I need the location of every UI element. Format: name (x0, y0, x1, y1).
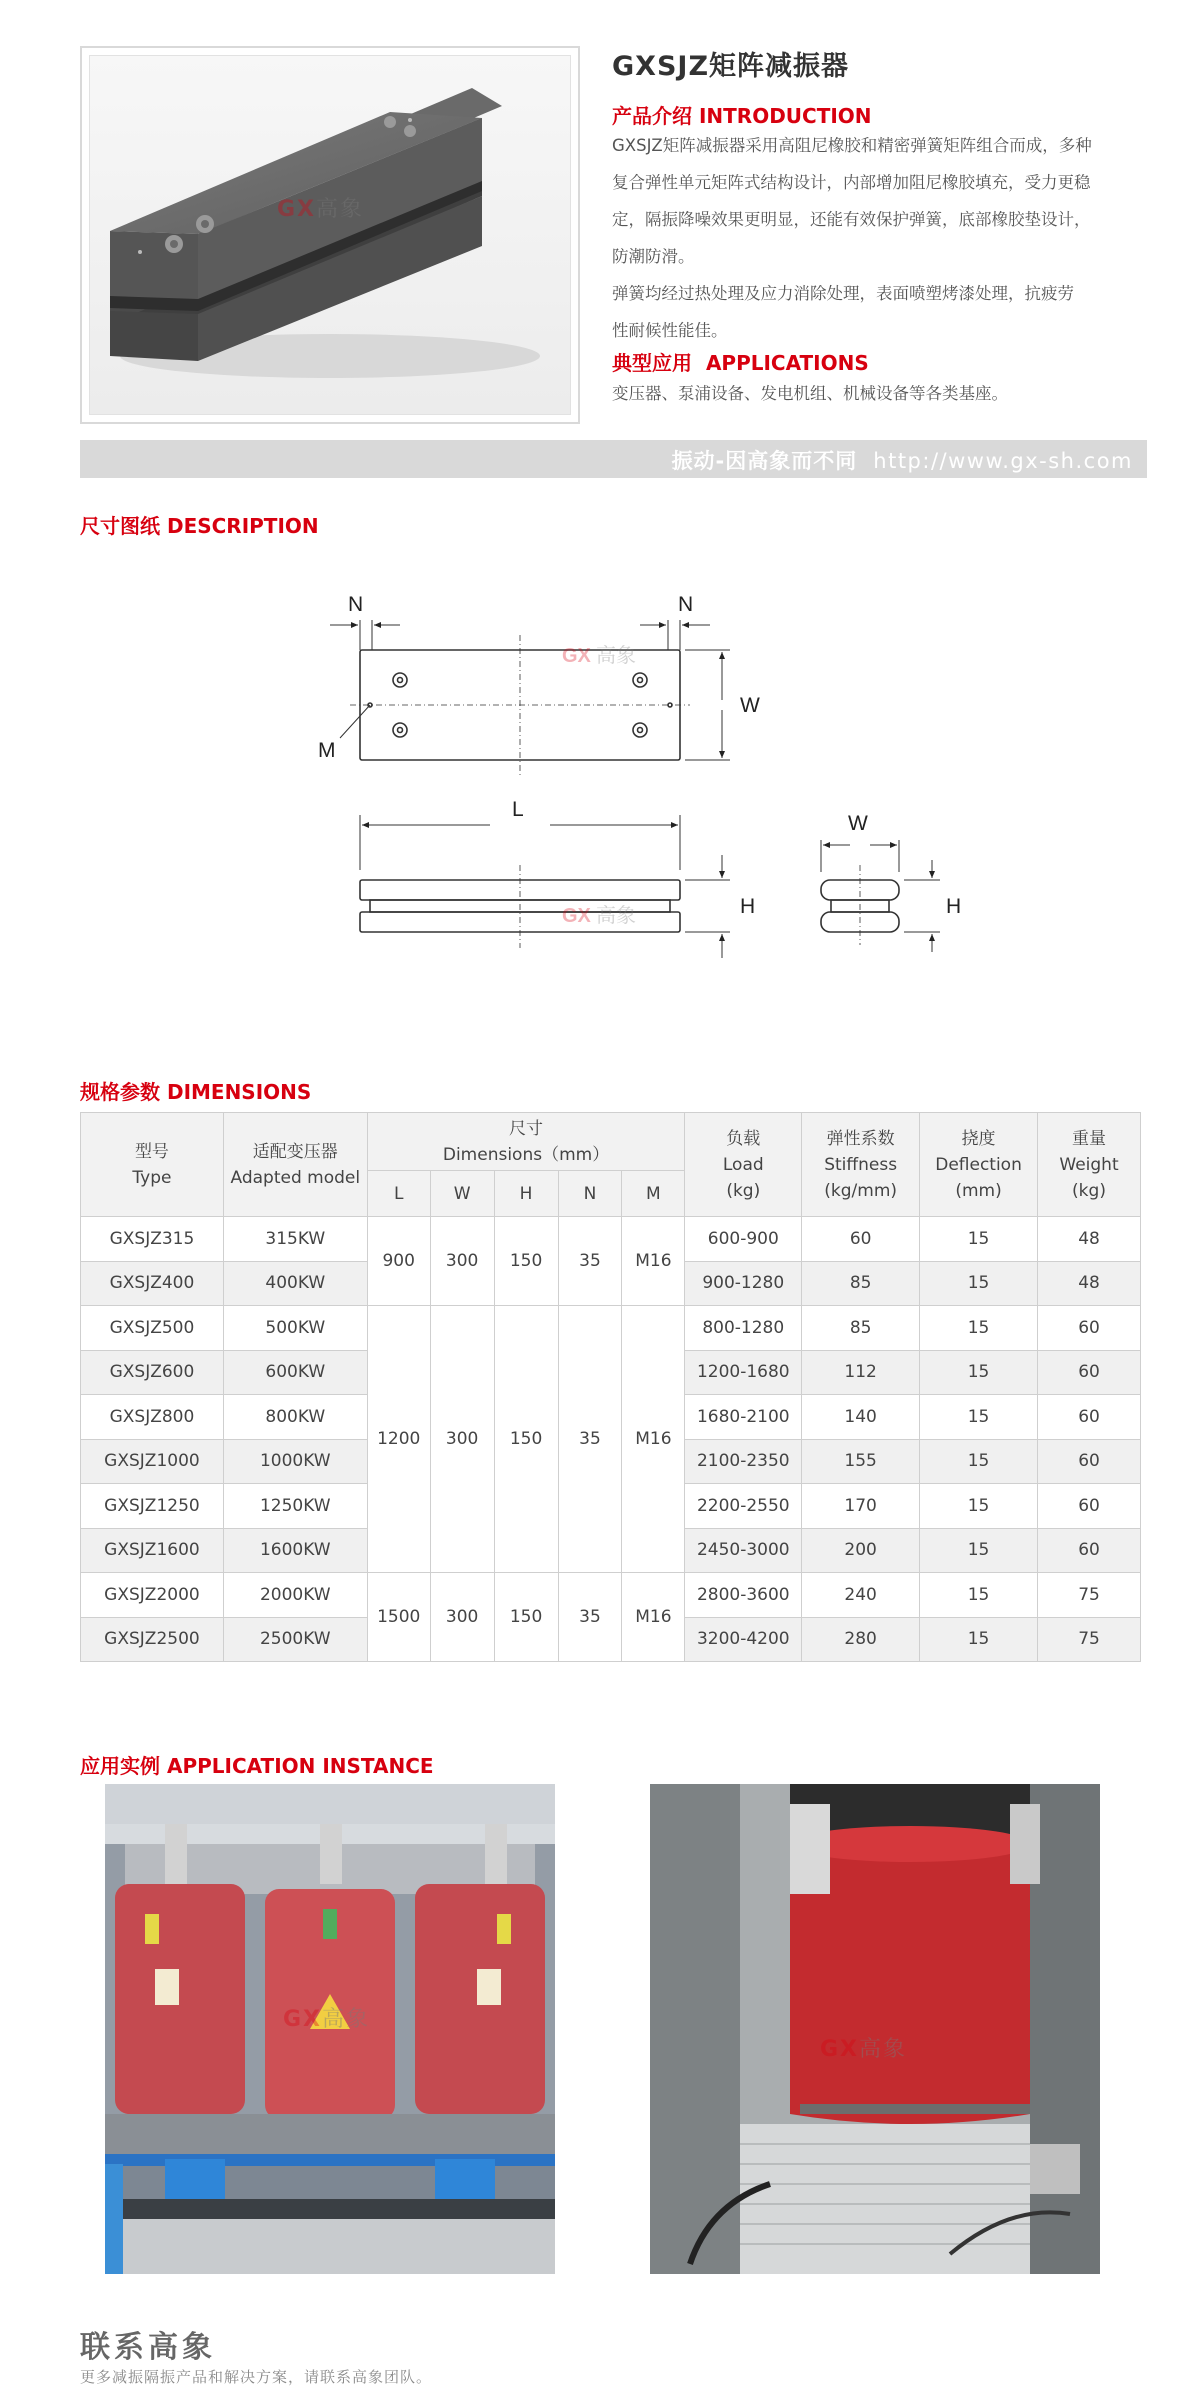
table-cell: GXSJZ2000 (81, 1573, 224, 1618)
drawing-watermark-side: GX (562, 905, 591, 927)
website-link[interactable]: http://www.gx-sh.com (873, 449, 1133, 473)
table-row (81, 1573, 1141, 1618)
table-cell: 60 (1038, 1306, 1141, 1351)
table-cell: 48 (1038, 1217, 1141, 1262)
table-cell: 300 (430, 1306, 494, 1573)
product-image (89, 55, 571, 415)
table-cell: 2000KW (223, 1573, 367, 1618)
table-cell: M16 (622, 1217, 685, 1306)
table-cell: 85 (802, 1306, 920, 1351)
table-cell: 600KW (223, 1350, 367, 1395)
contact-subtitle: 更多减振隔振产品和解决方案，请联系高象团队。 (80, 2368, 433, 2386)
table-cell: 1200-1680 (685, 1350, 802, 1395)
table-cell: GXSJZ2500 (81, 1617, 224, 1662)
table-cell: 15 (920, 1350, 1038, 1395)
table-cell: 2500KW (223, 1617, 367, 1662)
table-cell: 1500 (367, 1573, 430, 1662)
table-cell: 155 (802, 1439, 920, 1484)
table-cell: 85 (802, 1261, 920, 1306)
photo-watermark: GX高象 (820, 2037, 908, 2062)
table-cell: 1250KW (223, 1484, 367, 1529)
dimensions-table (80, 1112, 1141, 1662)
table-cell: 15 (920, 1528, 1038, 1573)
drawing-watermark-top-name: 高象 (596, 645, 636, 667)
label-w-top: W (740, 694, 760, 717)
table-cell: GXSJZ1250 (81, 1484, 224, 1529)
table-cell: 15 (920, 1617, 1038, 1662)
application-photo-transformer-closeup (650, 1784, 1100, 2274)
header-stiffness: 弹性系数 Stiffness (kg/mm) (802, 1113, 920, 1217)
table-cell: GXSJZ1600 (81, 1528, 224, 1573)
introduction-heading: 产品介绍 INTRODUCTION (612, 104, 872, 128)
header-model: 适配变压器 Adapted model (223, 1113, 367, 1217)
slogan-bar (80, 440, 1147, 478)
table-cell: 900-1280 (685, 1261, 802, 1306)
table-cell: 60 (1038, 1350, 1141, 1395)
label-w-end: W (848, 812, 868, 835)
drawing-watermark-top: GX (562, 645, 591, 667)
table-cell: GXSJZ800 (81, 1395, 224, 1440)
table-cell: 60 (1038, 1528, 1141, 1573)
table-cell: GXSJZ315 (81, 1217, 224, 1262)
header-dimensions: 尺寸 Dimensions（mm） (367, 1113, 685, 1171)
introduction-text: GXSJZ矩阵减振器采用高阻尼橡胶和精密弹簧矩阵组合而成，多种 复合弹性单元矩阵式结构设计，内部增加阻尼橡胶填充，受力更稳 定，隔振降噪效果更明显，还能有效保护弹簧，底部橡胶垫设计， 防潮防滑。 弹簧均经过热处理及应力消除处理，表面喷塑烤漆处理，抗疲劳 性耐候性能佳。 (612, 136, 1092, 340)
table-cell: 2100-2350 (685, 1439, 802, 1484)
table-cell: 240 (802, 1573, 920, 1618)
transformer-closeup-illustration (650, 1784, 1100, 2274)
application-photo-transformer-wrapped (105, 1784, 555, 2274)
table-cell: 35 (558, 1306, 622, 1573)
table-cell: 280 (802, 1617, 920, 1662)
applications-heading: 典型应用 APPLICATIONS (612, 351, 869, 375)
photo-watermark: GX高象 (283, 2007, 371, 2032)
table-cell: 800-1280 (685, 1306, 802, 1351)
header-m: M (622, 1171, 685, 1217)
contact-title: 联系高象 (80, 2330, 216, 2365)
table-cell: 48 (1038, 1261, 1141, 1306)
table-cell: M16 (622, 1306, 685, 1573)
slogan-text: 振动-因高象而不同 (671, 449, 858, 473)
header-weight: 重量 Weight (kg) (1038, 1113, 1141, 1217)
dimensions-section-title: 规格参数 DIMENSIONS (80, 1080, 312, 1104)
table-cell: 15 (920, 1484, 1038, 1529)
applications-text: 变压器、泵浦设备、发电机组、机械设备等各类基座。 (612, 384, 1008, 403)
header-n: N (558, 1171, 622, 1217)
label-n-left: N (348, 593, 364, 616)
table-cell: 60 (802, 1217, 920, 1262)
table-cell: 3200-4200 (685, 1617, 802, 1662)
table-cell: 300 (430, 1217, 494, 1306)
header-deflection: 挠度 Deflection (mm) (920, 1113, 1038, 1217)
table-cell: 1600KW (223, 1528, 367, 1573)
table-cell: 170 (802, 1484, 920, 1529)
table-cell: 15 (920, 1217, 1038, 1262)
table-cell: 35 (558, 1217, 622, 1306)
header-h: H (494, 1171, 558, 1217)
header-l: L (367, 1171, 430, 1217)
header-type: 型号 Type (81, 1113, 224, 1217)
table-cell: 1680-2100 (685, 1395, 802, 1440)
table-cell: GXSJZ400 (81, 1261, 224, 1306)
header-load: 负载 Load (kg) (685, 1113, 802, 1217)
drawing-section-title: 尺寸图纸 DESCRIPTION (80, 514, 319, 538)
table-cell: 315KW (223, 1217, 367, 1262)
label-n-right: N (678, 593, 694, 616)
table-cell: 200 (802, 1528, 920, 1573)
table-cell: GXSJZ600 (81, 1350, 224, 1395)
drawing-watermark-side-name: 高象 (596, 905, 636, 927)
dimension-drawing (290, 580, 1010, 980)
instance-section-title: 应用实例 APPLICATION INSTANCE (80, 1754, 434, 1778)
table-cell: 140 (802, 1395, 920, 1440)
table-cell: 500KW (223, 1306, 367, 1351)
table-cell: 60 (1038, 1439, 1141, 1484)
product-title: GXSJZ矩阵减振器 (612, 51, 850, 82)
table-cell: GXSJZ1000 (81, 1439, 224, 1484)
table-cell: 150 (494, 1306, 558, 1573)
damper-product-illustration (90, 56, 571, 415)
label-h-side: H (740, 895, 756, 918)
label-l: L (512, 798, 524, 821)
label-h-end: H (946, 895, 962, 918)
table-cell: 1000KW (223, 1439, 367, 1484)
watermark-logo: GX高象 (277, 197, 365, 222)
table-cell: 2450-3000 (685, 1528, 802, 1573)
table-cell: 600-900 (685, 1217, 802, 1262)
table-cell: 60 (1038, 1395, 1141, 1440)
table-cell: 15 (920, 1573, 1038, 1618)
table-cell: 900 (367, 1217, 430, 1306)
table-cell: GXSJZ500 (81, 1306, 224, 1351)
table-cell: 2800-3600 (685, 1573, 802, 1618)
table-cell: 300 (430, 1573, 494, 1662)
table-cell: 15 (920, 1395, 1038, 1440)
table-cell: 150 (494, 1573, 558, 1662)
table-cell: 15 (920, 1306, 1038, 1351)
label-m: M (318, 739, 336, 762)
table-cell: 15 (920, 1261, 1038, 1306)
table-cell: M16 (622, 1573, 685, 1662)
table-cell: 35 (558, 1573, 622, 1662)
table-cell: 400KW (223, 1261, 367, 1306)
table-cell: 150 (494, 1217, 558, 1306)
table-cell: 1200 (367, 1306, 430, 1573)
table-cell: 60 (1038, 1484, 1141, 1529)
table-row (81, 1306, 1141, 1351)
table-cell: 15 (920, 1439, 1038, 1484)
product-image-frame (80, 46, 580, 424)
table-row (81, 1217, 1141, 1262)
table-cell: 112 (802, 1350, 920, 1395)
table-cell: 800KW (223, 1395, 367, 1440)
table-cell: 75 (1038, 1573, 1141, 1618)
header-w: W (430, 1171, 494, 1217)
table-cell: 2200-2550 (685, 1484, 802, 1529)
table-cell: 75 (1038, 1617, 1141, 1662)
